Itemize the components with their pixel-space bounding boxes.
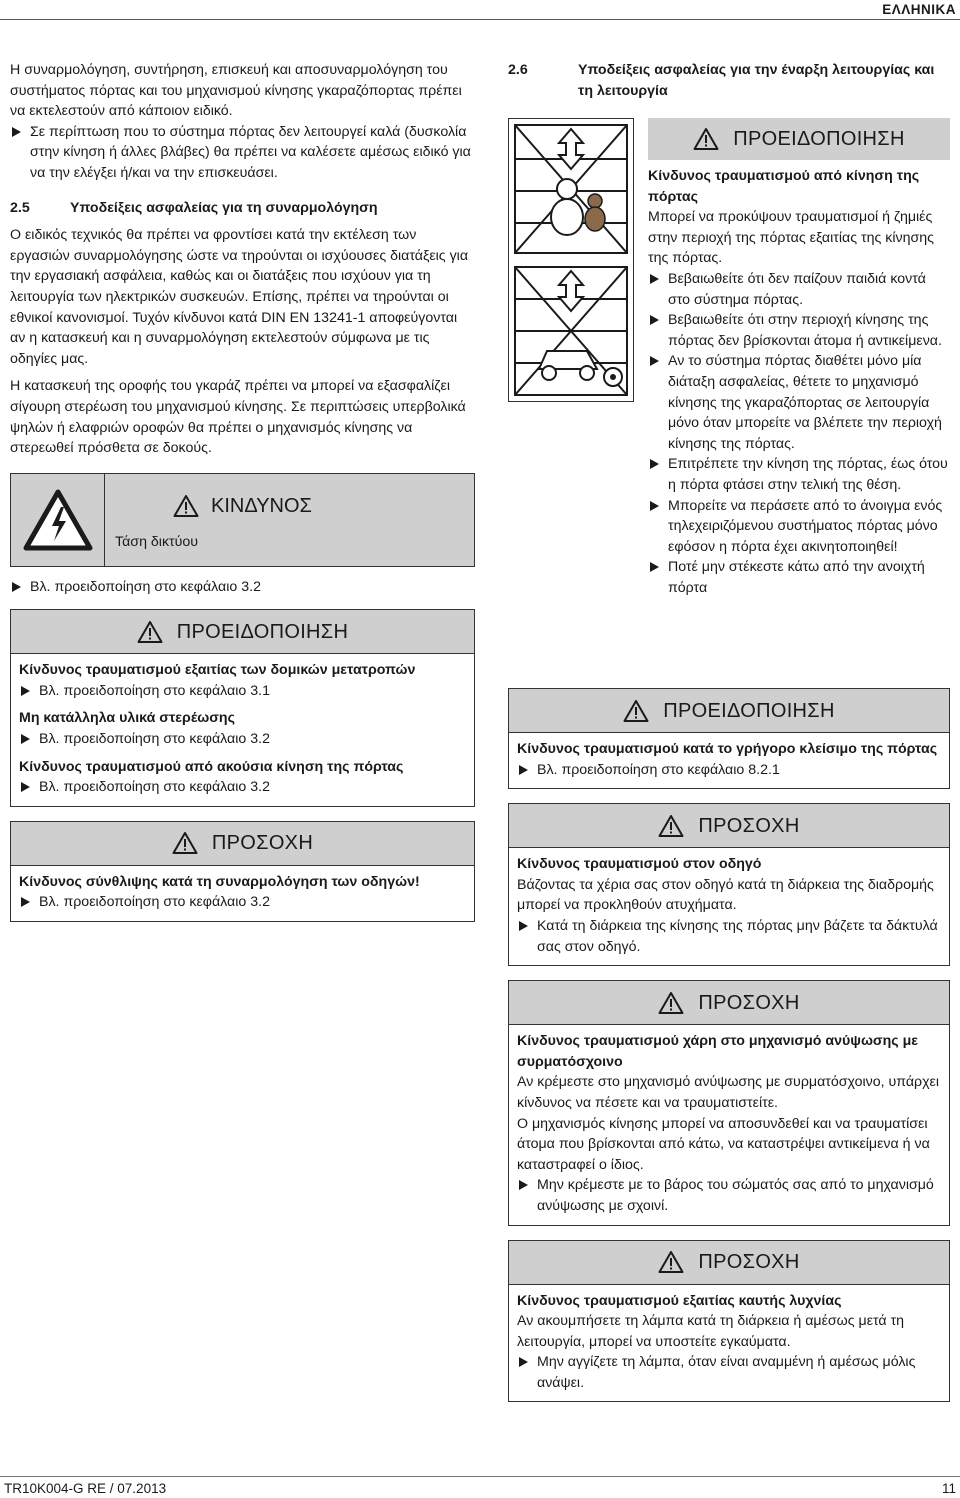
warning-header: ΠΡΟΕΙΔΟΠΟΙΗΣΗ <box>509 689 949 733</box>
bullet-arrow-icon <box>650 562 659 572</box>
bullet-arrow-icon <box>21 686 30 696</box>
caution-box-guides <box>10 821 475 922</box>
warning-heading: Κίνδυνος τραυματισμού από ακούσια κίνηση της πόρτας <box>19 758 404 775</box>
bullet-arrow-icon <box>12 582 21 592</box>
section-2-5-heading: 2.5 Υποδείξεις ασφαλείας για τη συναρμολόγηση <box>10 199 378 216</box>
warning-heading: Κίνδυνος τραυματισμού εξαιτίας των δομικών μετατροπών <box>19 662 416 679</box>
caution-box-cable-lift <box>508 980 950 1225</box>
warning-heading: Μη κατάλληλα υλικά στερέωσης <box>19 710 235 727</box>
bullet-arrow-icon <box>650 315 659 325</box>
caution-bullet: Μην κρέμεστε με το βάρος του σώματός σας από το μηχανισμό ανύψωσης με σχοινί. <box>517 1175 941 1216</box>
caution-text: Βάζοντας τα χέρια σας στον οδηγό κατά τη διάρκεια της διαδρομής μπορεί να προκληθούν ατυχήματα. <box>517 876 934 914</box>
warning-bullet: Βεβαιωθείτε ότι δεν παίζουν παιδιά κοντά στο σύστημα πόρτας. <box>648 269 950 310</box>
caution-heading: Κίνδυνος τραυματισμού εξαιτίας καυτής λυχνίας <box>517 1292 842 1309</box>
warning-triangle-icon <box>623 699 649 723</box>
warning-reference: Βλ. προειδοποίηση στο κεφάλαιο 8.2.1 <box>517 760 941 781</box>
bullet-arrow-icon <box>21 734 30 744</box>
warning-header: ΠΡΟΕΙΔΟΠΟΙΗΣΗ <box>11 610 474 654</box>
warning-triangle-icon <box>693 127 719 151</box>
warning-bullet: Επιτρέπετε την κίνηση της πόρτας, έως ότου η πόρτα φτάσει στην τελική της θέση. <box>648 454 950 495</box>
caution-heading: Κίνδυνος τραυματισμού στον οδηγό <box>517 856 762 873</box>
bullet-arrow-icon <box>650 356 659 366</box>
bullet-arrow-icon <box>519 1180 528 1190</box>
bullet-arrow-icon <box>21 897 30 907</box>
bullet-arrow-icon <box>519 1357 528 1367</box>
danger-reference: Βλ. προειδοποίηση στο κεφάλαιο 3.2 <box>10 577 475 598</box>
door-hazard-pictogram <box>508 118 634 402</box>
assembly-paragraph-1: Ο ειδικός τεχνικός θα πρέπει να φροντίσει κατά την εκτέλεση των εργασιών συναρμολόγησης ώστε να τηρούνται οι ισχύουσες διατάξεις για την εργασιακή ασφάλεια, καθώς και οι διατάξεις που ισχύουν για τη λειτουργία των ηλεκτρικών συσκευών. Επίσης, πρέπει να τηρούνται οι εθνικοί κανονισμοί. Τυχόν κίνδυνοι κατά DIN EN 13241-1 αποφεύγονται αν η κατασκευή και η συναρμολόγηση εκτελεστούν σύμφωνα με τις οδηγίες μας. <box>10 227 469 367</box>
danger-header <box>105 474 474 566</box>
warning-triangle-icon <box>172 831 198 855</box>
warning-heading: Κίνδυνος τραυματισμού από κίνηση της πόρτας <box>648 168 920 205</box>
warning-bullet: Βεβαιωθείτε ότι στην περιοχή κίνησης της πόρτας δεν βρίσκονται άτομα ή αντικείμενα. <box>648 310 950 351</box>
bullet-arrow-icon <box>519 765 528 775</box>
warning-triangle-icon <box>658 991 684 1015</box>
caution-box-guide-rail <box>508 803 950 966</box>
caution-text: Αν ακουμπήσετε τη λάμπα κατά τη διάρκεια ή αμέσως μετά τη λειτουργία, μπορεί να υποστείτε εγκαύματα. <box>517 1313 905 1350</box>
caution-text: Αν κρέμεστε στο μηχανισμό ανύψωσης με συρματόσχοινο, υπάρχει κίνδυνος να πέσετε και να τραυματιστείτε. <box>517 1074 940 1111</box>
assembly-paragraph-2: Η κατασκευή της οροφής του γκαράζ πρέπει να μπορεί να εξασφαλίζει σίγουρη στερέωση του μηχανισμού κίνησης. Σε περιπτώσεις υπερβολικά ψηλών ή ελαφριών οροφών θα πρέπει ο μηχανισμός κίνησης να στερεωθεί πρόσθετα σε δοκούς. <box>10 378 466 457</box>
document-code: TR10K004-G RE / 07.2013 <box>4 1481 167 1496</box>
warning-box-door-movement <box>648 118 950 598</box>
warning-bullet: Αν το σύστημα πόρτας διαθέτει μόνο μία διάταξη ασφαλείας, θέτετε το μηχανισμό κίνησης της γκαραζόπορτας σε λειτουργία μόνο όταν μπορείτε να βλέπετε την περιοχή κίνησης της πόρτας. <box>648 351 950 454</box>
bullet-arrow-icon <box>21 782 30 792</box>
intro-bullet: Σε περίπτωση που το σύστημα πόρτας δεν λειτουργεί καλά (δυσκολία στην κίνηση ή άλλες βλάβες) θα πρέπει να καλέσετε αμέσως ειδικό για να την ελέγξει ή/και να την επισκευάσει. <box>10 122 475 184</box>
danger-title: ΚΙΝΔΥΝΟΣ <box>211 494 312 517</box>
high-voltage-icon <box>23 489 93 551</box>
intro-text: Η συναρμολόγηση, συντήρηση, επισκευή και αποσυναρμολόγηση του συστήματος πόρτας και του μηχανισμού κίνησης γκαραζόπορτας πρέπει να εκτελεστούν από κάποιον ειδικό. <box>10 62 462 120</box>
warning-reference: Βλ. προειδοποίηση στο κεφάλαιο 3.2 <box>19 729 466 750</box>
warning-text: Μπορεί να προκύψουν τραυματισμοί ή ζημιές στην περιοχή της πόρτας εξαιτίας της κίνησης της πόρτας. <box>648 209 934 267</box>
language-label: ΕΛΛΗΝΙΚΑ <box>882 2 956 17</box>
bullet-arrow-icon <box>12 127 21 137</box>
caution-header: ΠΡΟΣΟΧΗ <box>11 822 474 866</box>
warning-box-assembly <box>10 609 475 807</box>
section-2-6-heading: 2.6 Υποδείξεις ασφαλείας για την έναρξη λειτουργίας και τη λειτουργία <box>508 62 935 99</box>
garage-door-children-icon <box>509 119 633 401</box>
warning-reference: Βλ. προειδοποίηση στο κεφάλαιο 3.1 <box>19 681 466 702</box>
danger-subtitle: Τάση δικτύου <box>115 533 199 550</box>
bullet-arrow-icon <box>650 459 659 469</box>
warning-header: ΠΡΟΕΙΔΟΠΟΙΗΣΗ <box>648 118 950 160</box>
danger-box <box>10 473 475 567</box>
warning-triangle-icon <box>173 494 199 518</box>
warning-bullet: Ποτέ μην στέκεστε κάτω από την ανοιχτή πόρτα <box>648 557 950 598</box>
warning-bullet: Μπορείτε να περάσετε από το άνοιγμα ενός τηλεχειριζόμενου συστήματος πόρτας μόνο εφόσον η πόρτα έχει ακινητοποιηθεί! <box>648 496 950 558</box>
caution-bullet: Κατά τη διάρκεια της κίνησης της πόρτας μην βάζετε τα δάκτυλά σας στον οδηγό. <box>517 916 941 957</box>
caution-header: ΠΡΟΣΟΧΗ <box>509 804 949 848</box>
bullet-arrow-icon <box>519 921 528 931</box>
danger-icon-cell <box>11 474 105 566</box>
caution-reference: Βλ. προειδοποίηση στο κεφάλαιο 3.2 <box>19 892 466 913</box>
caution-box-hot-lamp <box>508 1240 950 1403</box>
page-header <box>0 0 960 20</box>
left-column <box>10 60 475 922</box>
caution-bullet: Μην αγγίζετε τη λάμπα, όταν είναι αναμμένη ή αμέσως μόλις ανάψει. <box>517 1352 941 1393</box>
warning-triangle-icon <box>658 1250 684 1274</box>
caution-heading: Κίνδυνος σύνθλιψης κατά τη συναρμολόγηση των οδηγών! <box>19 873 420 890</box>
caution-heading: Κίνδυνος τραυματισμού χάρη στο μηχανισμό ανύψωσης με συρματόσχοινο <box>517 1033 919 1070</box>
caution-header: ΠΡΟΣΟΧΗ <box>509 1241 949 1285</box>
warning-reference: Βλ. προειδοποίηση στο κεφάλαιο 3.2 <box>19 777 466 798</box>
page-number: 11 <box>941 1481 956 1496</box>
caution-text: Ο μηχανισμός κίνησης μπορεί να αποσυνδεθεί και να τραυματίσει άτομα που βρίσκονται από κάτω, να καταστρέψει αντικείμενα ή να καταστραφεί ο ίδιος. <box>517 1115 930 1173</box>
right-column <box>508 60 950 1391</box>
bullet-arrow-icon <box>650 274 659 284</box>
warning-triangle-icon <box>137 620 163 644</box>
caution-header: ΠΡΟΣΟΧΗ <box>509 981 949 1025</box>
warning-triangle-icon <box>658 814 684 838</box>
bullet-arrow-icon <box>650 501 659 511</box>
warning-heading: Κίνδυνος τραυματισμού κατά το γρήγορο κλείσιμο της πόρτας <box>517 741 938 757</box>
warning-box-fast-closing <box>508 688 950 789</box>
page-footer <box>0 1476 960 1498</box>
